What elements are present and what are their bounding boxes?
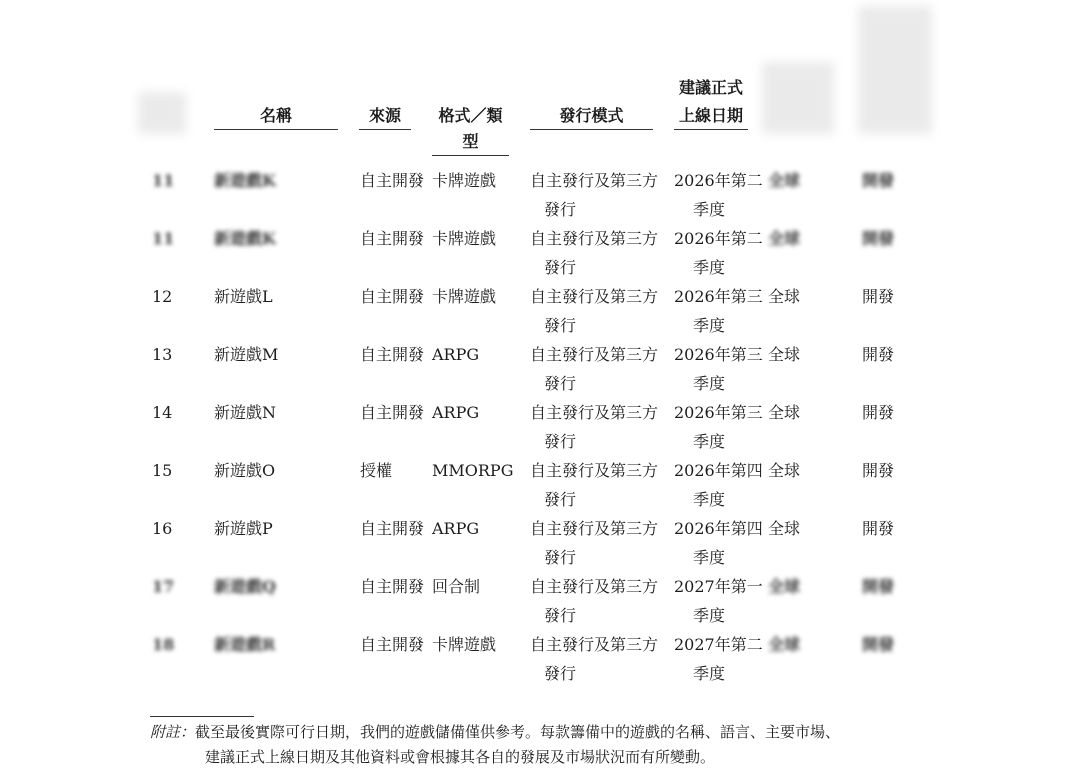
publish-mode-line1: 自主發行及第三方: [530, 519, 659, 538]
footnote-label: 附註：: [150, 723, 196, 741]
publish-mode-line1: 自主發行及第三方: [530, 461, 659, 480]
launch-date-line1: 2026年第二: [674, 229, 763, 248]
publish-mode-line2: 發行: [544, 258, 577, 277]
publish-mode-line1: 自主發行及第三方: [530, 171, 659, 190]
game-market: 全球: [768, 171, 801, 190]
publish-mode-line2: 發行: [544, 374, 577, 393]
publish-mode-line1: 自主發行及第三方: [530, 403, 659, 422]
launch-date-line1: 2027年第一: [674, 577, 763, 596]
header-publish-mode: 發行模式: [530, 103, 653, 130]
game-name: 新遊戲K: [214, 229, 276, 248]
game-status: 開發: [862, 577, 895, 596]
game-format: MMORPG: [432, 461, 514, 480]
game-source: 自主開發: [360, 519, 425, 538]
game-name: 新遊戲N: [214, 403, 277, 422]
header-source: 來源: [359, 103, 411, 130]
publish-mode-line1: 自主發行及第三方: [530, 635, 659, 654]
game-format: 卡牌遊戲: [432, 287, 497, 306]
game-name: 新遊戲M: [214, 345, 279, 364]
redacted-header-status: [858, 6, 932, 134]
game-source: 自主開發: [360, 229, 425, 248]
game-market: 全球: [768, 461, 801, 480]
game-format: 卡牌遊戲: [432, 229, 497, 248]
game-status: 開發: [862, 171, 895, 190]
game-source: 自主開發: [360, 171, 425, 190]
launch-date-line1: 2026年第四: [674, 461, 763, 480]
header-launch-line2: 上線日期: [674, 103, 748, 130]
footnote-line2: 建議正式上線日期及其他資料或會根據其各自的發展及市場狀況而有所變動。: [205, 748, 716, 766]
launch-date-line1: 2026年第三: [674, 403, 763, 422]
row-number: 11: [152, 171, 175, 190]
launch-date-line2: 季度: [693, 316, 726, 335]
game-status: 開發: [862, 287, 895, 306]
game-status: 開發: [862, 345, 895, 364]
row-number: 12: [152, 287, 173, 306]
game-source: 授權: [360, 461, 393, 480]
launch-date-line1: 2026年第三: [674, 287, 763, 306]
game-market: 全球: [768, 403, 801, 422]
footnote-line1: [150, 719, 840, 745]
game-market: 全球: [768, 229, 801, 248]
publish-mode-line1: 自主發行及第三方: [530, 577, 659, 596]
header-name: 名稱: [214, 103, 338, 130]
game-source: 自主開發: [360, 577, 425, 596]
publish-mode-line1: 自主發行及第三方: [530, 287, 659, 306]
game-market: 全球: [768, 577, 801, 596]
game-source: 自主開發: [360, 403, 425, 422]
publish-mode-line2: 發行: [544, 606, 577, 625]
game-name: 新遊戲Q: [214, 577, 276, 596]
launch-date-line1: 2026年第三: [674, 345, 763, 364]
game-format: 卡牌遊戲: [432, 171, 497, 190]
game-name: 新遊戲O: [214, 461, 276, 480]
launch-date-line2: 季度: [693, 200, 726, 219]
game-format: ARPG: [432, 403, 480, 422]
row-number: 18: [152, 635, 175, 654]
game-name: 新遊戲K: [214, 171, 276, 190]
launch-date-line2: 季度: [693, 664, 726, 683]
game-market: 全球: [768, 287, 801, 306]
row-number: 14: [152, 403, 173, 422]
game-source: 自主開發: [360, 287, 425, 306]
row-number: 16: [152, 519, 173, 538]
game-market: 全球: [768, 519, 801, 538]
game-source: 自主開發: [360, 635, 425, 654]
row-number: 11: [152, 229, 175, 248]
launch-date-line2: 季度: [693, 548, 726, 567]
launch-date-line2: 季度: [693, 432, 726, 451]
publish-mode-line1: 自主發行及第三方: [530, 229, 659, 248]
game-status: 開發: [862, 229, 895, 248]
header-format: 格式／類型: [432, 103, 509, 156]
publish-mode-line2: 發行: [544, 664, 577, 683]
game-format: ARPG: [432, 519, 480, 538]
publish-mode-line2: 發行: [544, 200, 577, 219]
game-status: 開發: [862, 519, 895, 538]
publish-mode-line1: 自主發行及第三方: [530, 345, 659, 364]
launch-date-line2: 季度: [693, 606, 726, 625]
game-name: 新遊戲R: [214, 635, 276, 654]
game-name: 新遊戲P: [214, 519, 273, 538]
game-source: 自主開發: [360, 345, 425, 364]
game-name: 新遊戲L: [214, 287, 273, 306]
publish-mode-line2: 發行: [544, 548, 577, 567]
launch-date-line2: 季度: [693, 374, 726, 393]
publish-mode-line2: 發行: [544, 490, 577, 509]
redacted-header-no: [138, 92, 186, 134]
game-status: 開發: [862, 461, 895, 480]
launch-date-line2: 季度: [693, 258, 726, 277]
launch-date-line1: 2026年第四: [674, 519, 763, 538]
game-market: 全球: [768, 635, 801, 654]
footnote-divider: [150, 716, 254, 717]
row-number: 15: [152, 461, 173, 480]
redacted-header-market: [762, 62, 834, 134]
launch-date-line2: 季度: [693, 490, 726, 509]
launch-date-line1: 2026年第二: [674, 171, 763, 190]
row-number: 13: [152, 345, 173, 364]
game-format: 卡牌遊戲: [432, 635, 497, 654]
footnote-text-line1: 截至最後實際可行日期，我們的遊戲儲備僅供參考。每款籌備中的遊戲的名稱、語言、主要市場、: [195, 723, 841, 741]
game-status: 開發: [862, 403, 895, 422]
header-launch-line1: 建議正式: [678, 78, 743, 97]
game-market: 全球: [768, 345, 801, 364]
row-number: 17: [152, 577, 175, 596]
game-format: 回合制: [432, 577, 481, 596]
launch-date-line1: 2027年第二: [674, 635, 763, 654]
game-format: ARPG: [432, 345, 480, 364]
publish-mode-line2: 發行: [544, 316, 577, 335]
publish-mode-line2: 發行: [544, 432, 577, 451]
game-status: 開發: [862, 635, 895, 654]
